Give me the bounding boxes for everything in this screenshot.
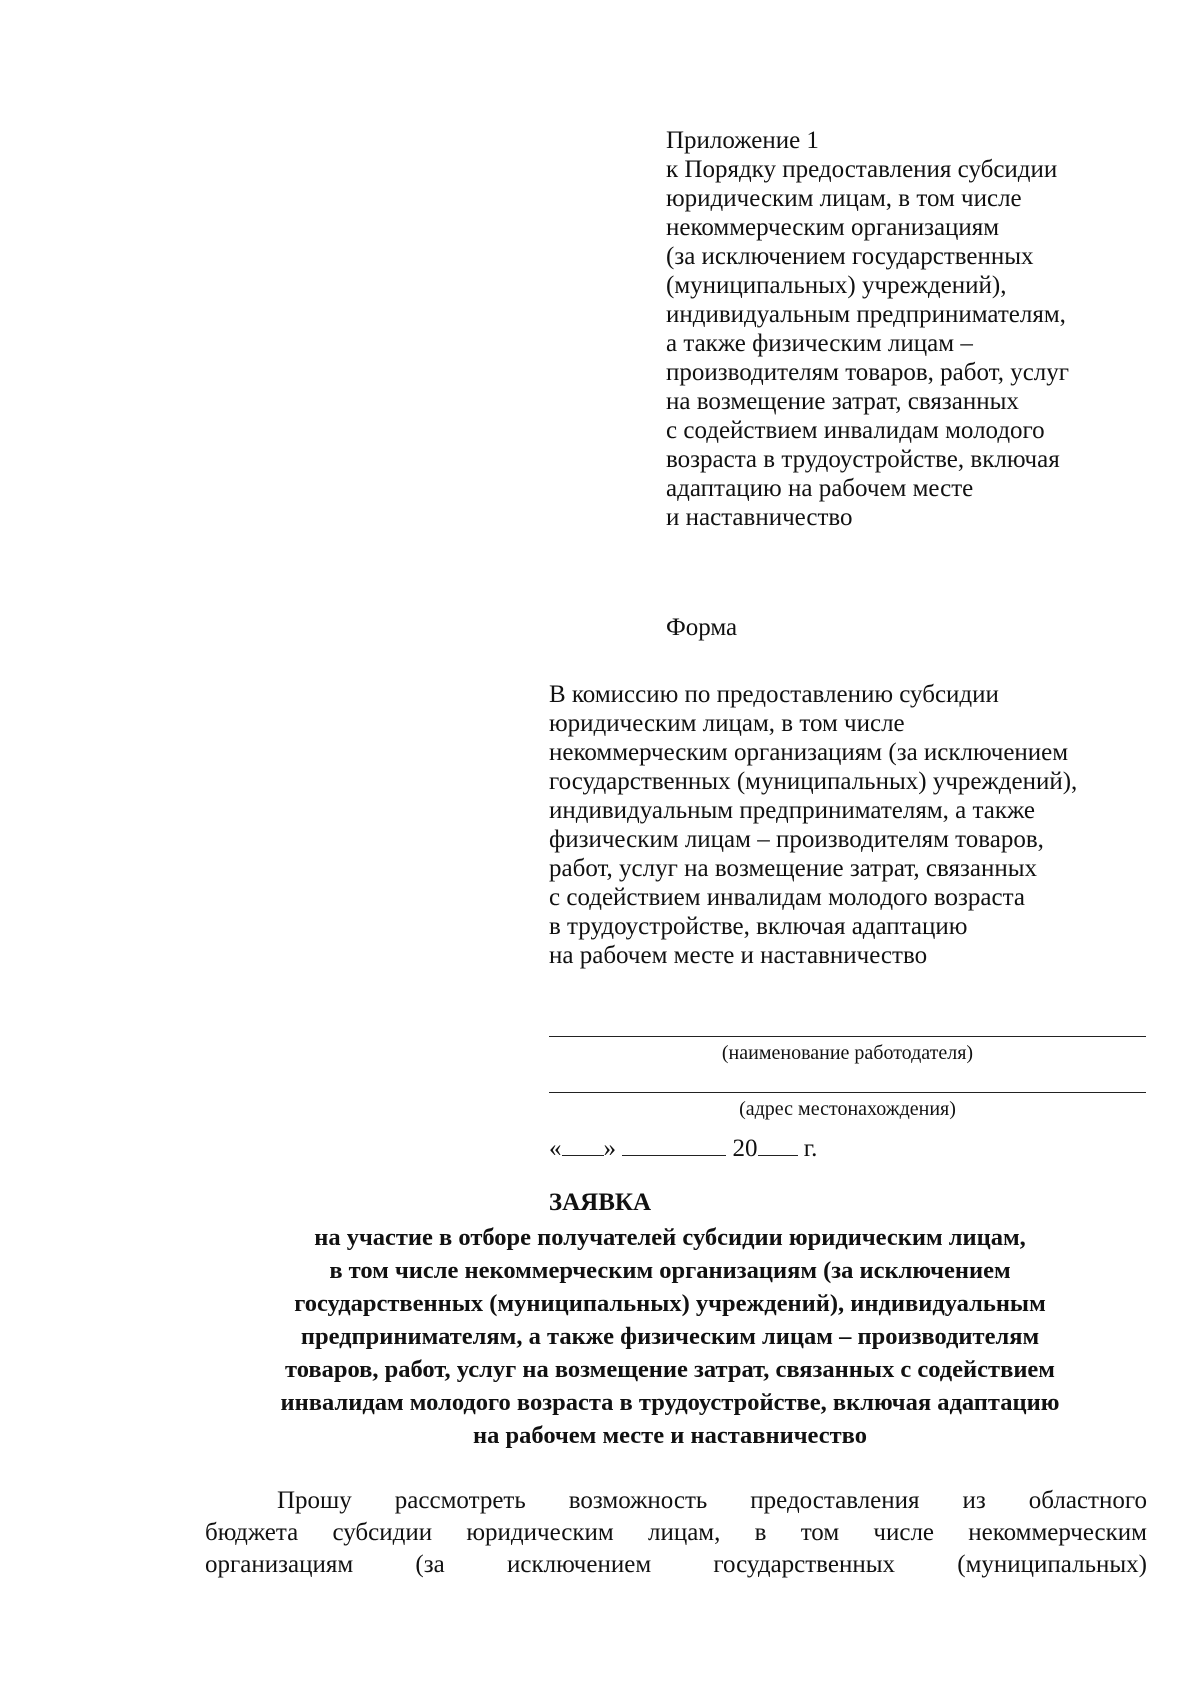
- addressee-line: физическим лицам – производителям товаров,: [549, 826, 1044, 853]
- appendix-line: и наставничество: [666, 504, 853, 531]
- appendix-line: с содействием инвалидам молодого: [666, 417, 1045, 444]
- date-year-blank: [758, 1133, 798, 1156]
- addressee-line: индивидуальным предпринимателям, а также: [549, 797, 1036, 824]
- appendix-line: индивидуальным предпринимателям,: [666, 301, 1066, 328]
- addressee-line: в трудоустройстве, включая адаптацию: [549, 913, 968, 940]
- appendix-line: адаптацию на рабочем месте: [666, 475, 974, 502]
- date-year-suffix: г.: [803, 1135, 818, 1162]
- date-open-quote: «: [549, 1135, 562, 1162]
- appendix-block: [666, 126, 1069, 532]
- addressee-line: государственных (муниципальных) учреждений),: [549, 768, 1078, 795]
- employer-name-caption: (наименование работодателя): [721, 1042, 974, 1064]
- employer-name-line: [549, 1036, 1146, 1037]
- address-line: [549, 1092, 1146, 1093]
- date-close-quote: »: [603, 1135, 616, 1162]
- appendix-line: юридическим лицам, в том числе: [666, 185, 1022, 212]
- addressee-line: на рабочем месте и наставничество: [549, 942, 928, 969]
- body-line: бюджета субсидии юридическим лицам, в том числе некоммерческим: [205, 1519, 1147, 1546]
- subtitle-line: государственных (муниципальных) учреждений), индивидуальным: [294, 1290, 1046, 1317]
- addressee-line: работ, услуг на возмещение затрат, связанных: [549, 855, 1038, 882]
- addressee-line: некоммерческим организациям (за исключением: [549, 739, 1069, 766]
- addressee-line: юридическим лицам, в том числе: [549, 710, 905, 737]
- subtitle-line: предпринимателям, а также физическим лицам – производителям: [300, 1323, 1040, 1350]
- appendix-line: возраста в трудоустройстве, включая: [666, 446, 1060, 473]
- appendix-line: Приложение 1: [666, 127, 819, 154]
- body-line: организациям (за исключением государственных (муниципальных): [205, 1551, 1147, 1578]
- appendix-line: к Порядку предоставления субсидии: [666, 156, 1058, 183]
- subtitle-line: на рабочем месте и наставничество: [473, 1422, 867, 1449]
- subtitle-line: товаров, работ, услуг на возмещение затрат, связанных с содействием: [285, 1356, 1055, 1383]
- addressee-block: [549, 680, 1077, 970]
- appendix-line: (муниципальных) учреждений),: [666, 272, 1007, 299]
- address-caption: (адрес местонахождения): [739, 1098, 956, 1120]
- appendix-line: на возмещение затрат, связанных: [666, 388, 1019, 415]
- application-subtitle: [200, 1221, 1140, 1452]
- body-line: Прошу рассмотреть возможность предоставления из областного: [277, 1487, 1147, 1514]
- date-day-blank: [562, 1133, 604, 1156]
- appendix-line: производителям товаров, работ, услуг: [666, 359, 1070, 386]
- appendix-line: а также физическим лицам –: [666, 330, 973, 357]
- application-title: ЗАЯВКА: [548, 1189, 652, 1216]
- form-label: Форма: [666, 614, 738, 641]
- subtitle-line: на участие в отборе получателей субсидии юридическим лицам,: [314, 1224, 1026, 1251]
- subtitle-line: в том числе некоммерческим организациям (за исключением: [329, 1257, 1011, 1284]
- appendix-line: (за исключением государственных: [666, 243, 1034, 270]
- date-field: [549, 1133, 817, 1163]
- body-paragraph: [205, 1485, 1147, 1581]
- date-month-blank: [622, 1133, 726, 1156]
- subtitle-line: инвалидам молодого возраста в трудоустройстве, включая адаптацию: [280, 1389, 1060, 1416]
- addressee-line: В комиссию по предоставлению субсидии: [549, 681, 999, 708]
- appendix-line: некоммерческим организациям: [666, 214, 1000, 241]
- addressee-line: с содействием инвалидам молодого возраста: [549, 884, 1025, 911]
- date-year-prefix: 20: [732, 1135, 758, 1162]
